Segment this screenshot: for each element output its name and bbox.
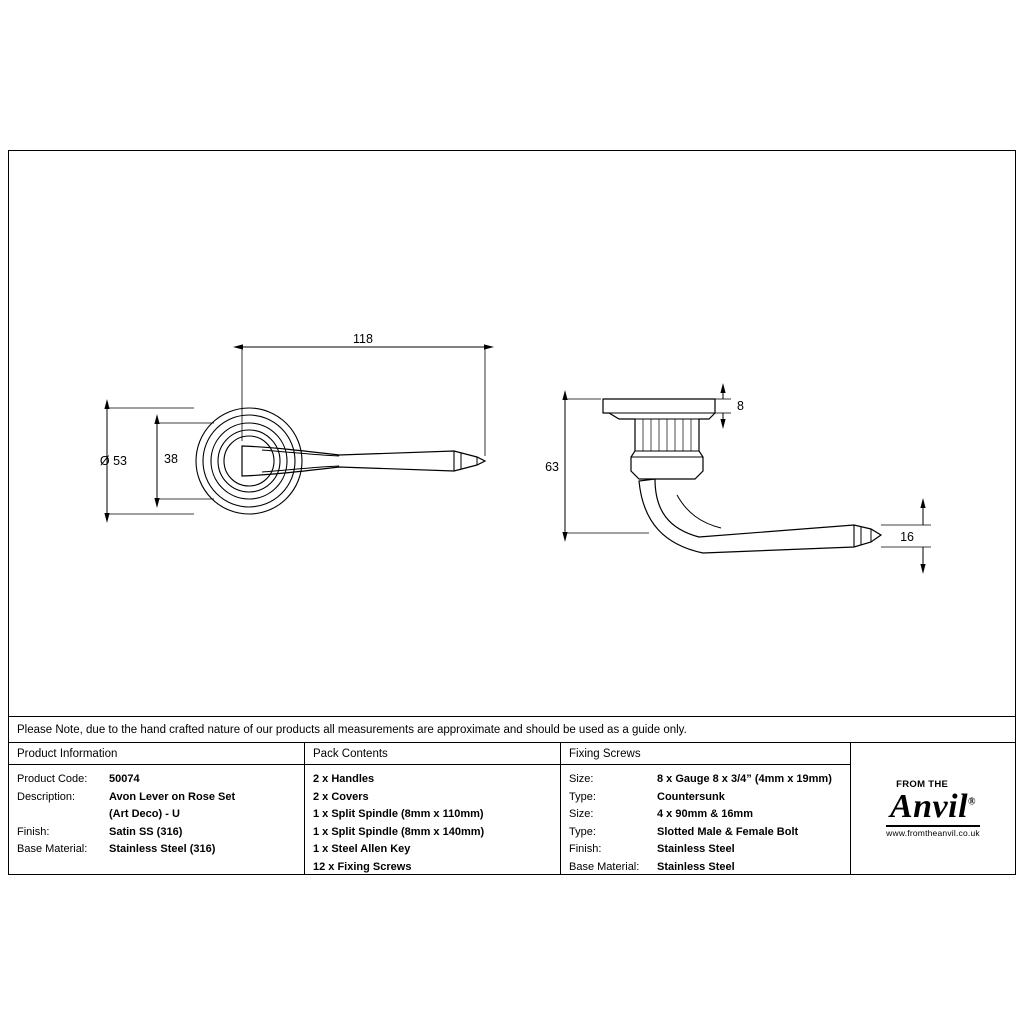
info-table <box>9 743 1015 874</box>
product-drawing-svg <box>9 151 1015 716</box>
table-row <box>17 824 304 842</box>
fixing-screws-header: Fixing Screws <box>561 743 850 765</box>
pack-contents-body <box>305 765 560 876</box>
product-information-column <box>9 743 305 874</box>
logo-top-text: FROM THE <box>896 779 949 790</box>
table-row <box>17 841 304 859</box>
base-material-value: Stainless Steel (316) <box>109 843 216 855</box>
dim-rose-diameter-label: Ø 53 <box>99 454 127 468</box>
fixing-type-value: Countersunk <box>657 790 725 803</box>
drawing-area <box>9 151 1015 716</box>
fixing-type-key: Type: <box>569 790 596 803</box>
table-row <box>17 771 304 789</box>
table-row <box>17 806 304 824</box>
measurement-note <box>9 716 1015 743</box>
table-row <box>569 824 850 842</box>
description-value-cont: (Art Deco) - U <box>109 808 180 820</box>
list-item: 12 x Fixing Screws <box>313 860 412 873</box>
list-item: 1 x Steel Allen Key <box>313 843 411 855</box>
fixing-type2-key: Type: <box>569 825 596 838</box>
finish-value: Satin SS (316) <box>109 825 183 838</box>
list-item: 2 x Covers <box>313 790 369 803</box>
table-row <box>569 771 850 789</box>
product-information-body <box>9 765 304 859</box>
table-row <box>569 841 850 859</box>
list-item: 2 x Handles <box>313 773 375 785</box>
product-information-header: Product Information <box>9 743 304 765</box>
product-code-value: 50074 <box>109 773 140 785</box>
registered-trademark-icon: ® <box>968 796 977 808</box>
logo-wrap <box>886 780 980 837</box>
table-row <box>17 789 304 807</box>
fixing-size-value: 8 x Gauge 8 x 3/4” (4mm x 19mm) <box>657 773 832 785</box>
brand-logo <box>851 743 1015 874</box>
fixing-size-key: Size: <box>569 773 594 785</box>
fixing-type2-value: Slotted Male & Female Bolt <box>657 825 799 838</box>
dim-projection-label: 63 <box>545 460 559 474</box>
side-view <box>545 392 931 565</box>
dim-lever-depth-label: 16 <box>900 530 914 544</box>
fixing-size2-key: Size: <box>569 808 594 820</box>
front-view <box>100 332 485 514</box>
base-material-key: Base Material: <box>17 843 88 855</box>
table-row <box>569 859 850 877</box>
list-item: 1 x Split Spindle (8mm x 140mm) <box>313 825 485 838</box>
logo-word: Anvil <box>889 787 969 825</box>
table-row <box>569 806 850 824</box>
logo-main-text <box>889 787 977 825</box>
dim-rose-thickness-label: 8 <box>737 399 744 413</box>
list-item: 1 x Split Spindle (8mm x 110mm) <box>313 808 484 820</box>
fixing-base-material-value: Stainless Steel <box>657 860 735 873</box>
fixing-screws-body <box>561 765 850 876</box>
logo-url-text: www.fromtheanvil.co.uk <box>886 827 980 838</box>
fixing-base-material-key: Base Material: <box>569 860 640 873</box>
finish-key: Finish: <box>17 825 50 838</box>
description-key: Description: <box>17 790 76 803</box>
table-row <box>569 789 850 807</box>
dim-width-label: 118 <box>353 332 373 346</box>
pack-contents-column <box>305 743 561 874</box>
fixing-screws-column <box>561 743 851 874</box>
description-key-cont <box>17 806 109 824</box>
technical-drawing-sheet <box>8 150 1016 875</box>
product-code-key: Product Code: <box>17 773 88 785</box>
dim-rose-inner-label: 38 <box>164 452 178 466</box>
description-value: Avon Lever on Rose Set <box>109 790 236 803</box>
note-text: Please Note, due to the hand crafted nature of our products all measurements are approximate and should be used as a guide only. <box>17 723 687 736</box>
fixing-size2-value: 4 x 90mm & 16mm <box>657 808 753 820</box>
fixing-finish-value: Stainless Steel <box>657 843 735 855</box>
logo-divider <box>886 825 980 827</box>
pack-contents-header: Pack Contents <box>305 743 560 765</box>
fixing-finish-key: Finish: <box>569 843 602 855</box>
